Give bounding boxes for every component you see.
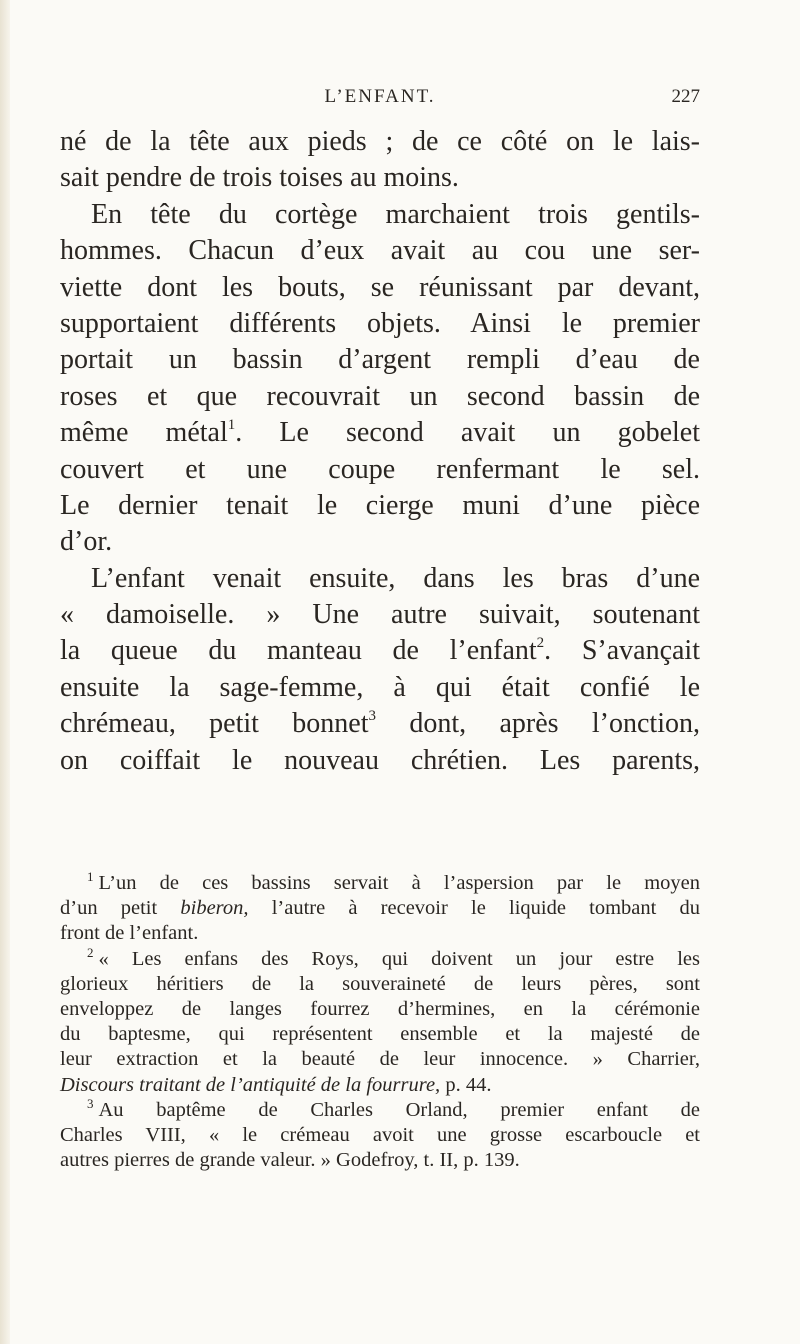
footnote-text: p. 44.: [440, 1073, 492, 1096]
footnote-italic: Discours traitant de l’antiquité de la fourrure,: [60, 1073, 441, 1096]
footnote-3-line: Charles VIII, « le crémeau avoit une grosse escarboucle et: [60, 1123, 700, 1146]
footnote-text: l’autre à recevoir le liquide tombant du: [248, 897, 700, 920]
text-line: supportaient différents objets. Ainsi le premier: [60, 307, 700, 339]
page-number: 227: [671, 86, 700, 107]
text-line: couvert et une coupe renfermant le sel.: [60, 453, 700, 485]
footnote-text: « Les enfans des Roys, qui doivent un jour estre les: [98, 947, 700, 970]
footnote-2-line: glorieux héritiers de la souveraineté de leurs pères, sont: [60, 972, 700, 995]
text-line: portait un bassin d’argent rempli d’eau de: [60, 344, 700, 376]
footnote-2-line: enveloppez de langes fourrez d’hermines, en la cérémonie: [60, 997, 700, 1020]
text-segment: . S’avançait: [544, 635, 700, 667]
text-line: Le dernier tenait le cierge muni d’une pièce: [60, 489, 700, 521]
text-line: né de la tête aux pieds ; de ce côté on le lais-: [60, 126, 700, 157]
footnote-3-line: autres pierres de grande valeur. » Godefroy, t. II, p. 139.: [60, 1149, 520, 1172]
text-line: ensuite la sage-femme, à qui était confié le: [60, 671, 700, 703]
footnote-1-line: [60, 896, 700, 921]
text-line: « damoiselle. » Une autre suivait, soutenant: [60, 599, 700, 631]
footnotes: [60, 871, 700, 1173]
body-text: [60, 124, 700, 779]
footnote-italic: biberon,: [180, 897, 249, 920]
note-ref-1: 1: [227, 417, 236, 434]
text-segment: dont, après l’onction,: [376, 708, 700, 740]
text-line: [60, 706, 700, 742]
text-segment: . Le second avait un gobelet: [235, 417, 700, 449]
footnote-text: L’un de ces bassins servait à l’aspersion par le moyen: [98, 872, 700, 894]
footnote-text: d’un petit: [60, 897, 181, 920]
footnote-1-line: [60, 871, 700, 896]
text-line: En tête du cortège marchaient trois gentils-: [91, 198, 700, 230]
running-head: L’ENFANT.: [324, 86, 436, 107]
footnote-text: Au baptême de Charles Orland, premier enfant de: [98, 1098, 700, 1121]
footnote-2-line: [60, 944, 700, 972]
text-segment: chrémeau, petit bonnet: [60, 708, 369, 740]
footnote-3-line: [60, 1095, 700, 1123]
footnote-mark-3: 3: [87, 1095, 94, 1111]
text-line: [60, 415, 700, 451]
text-line: viette dont les bouts, se réunissant par devant,: [60, 271, 700, 303]
footnote-1-line: front de l’enfant.: [60, 922, 199, 945]
footnote-2-line: du baptesme, qui représentent ensemble et la majesté de: [60, 1023, 700, 1046]
footnote-mark-1: 1: [87, 869, 94, 884]
text-line: L’enfant venait ensuite, dans les bras d’une: [91, 562, 700, 594]
footnote-mark-2: 2: [87, 944, 94, 960]
footnote-2-line: [60, 1073, 700, 1098]
text-line: sait pendre de trois toises au moins.: [60, 162, 459, 194]
page-header: [60, 86, 700, 114]
page-binding-edge: [0, 0, 10, 1344]
text-segment: la queue du manteau de l’enfant: [60, 635, 537, 667]
text-line: roses et que recouvrait un second bassin de: [60, 380, 700, 412]
text-line: hommes. Chacun d’eux avait au cou une ser-: [60, 235, 700, 267]
text-line: on coiffait le nouveau chrétien. Les parents,: [60, 744, 700, 776]
note-ref-2: 2: [536, 635, 545, 652]
text-segment: même métal: [60, 417, 228, 449]
footnote-2-line: leur extraction et la beauté de leur innocence. » Charrier,: [60, 1048, 700, 1071]
text-line: d’or.: [60, 526, 113, 558]
note-ref-3: 3: [368, 708, 376, 725]
text-line: [60, 633, 700, 669]
